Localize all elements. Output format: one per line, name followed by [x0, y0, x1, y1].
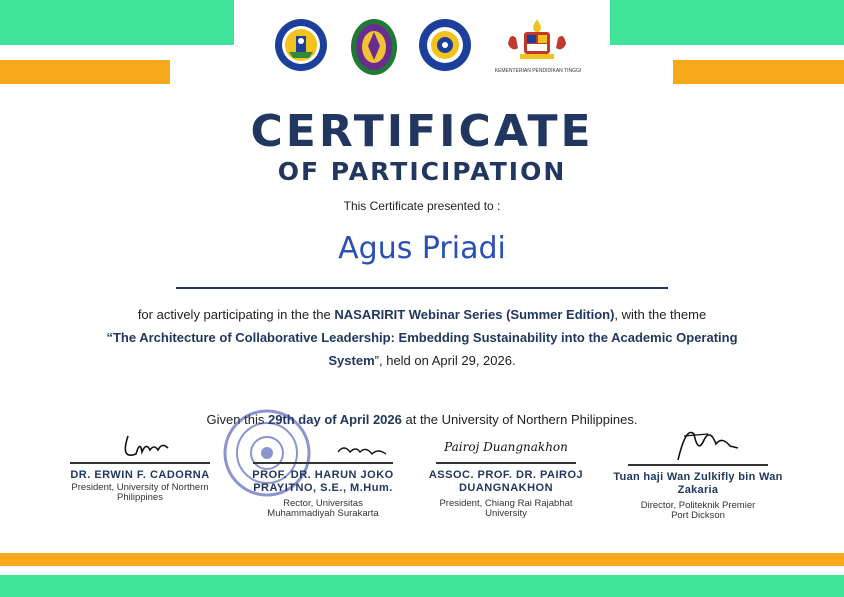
- signature-line-2: [253, 462, 393, 464]
- top-left-orange-bar: [0, 60, 170, 84]
- signature-line-1: [70, 462, 210, 464]
- signatory-4: [610, 420, 786, 521]
- signature-4-icon: [638, 420, 758, 464]
- top-right-orange-bar: [673, 60, 844, 84]
- bottom-orange-bar: [0, 553, 844, 566]
- event-name: NASARIRIT Webinar Series (Summer Edition): [334, 307, 615, 322]
- university-of-northern-philippines-seal-icon: [274, 18, 328, 72]
- certificate-subtitle: OF PARTICIPATION: [277, 157, 567, 186]
- theme-title: The Architecture of Collaborative Leadership: Embedding Sustainability into the Academic Operating System: [112, 330, 738, 368]
- held-on-date: , held on April 29, 2026.: [378, 353, 516, 368]
- signatory-name-4: Tuan haji Wan Zulkifly bin Wan Zakaria: [613, 471, 783, 496]
- open-quote: “: [106, 330, 113, 345]
- signatory-name-3: ASSOC. PROF. DR. PAIROJ DUANGNAKHON: [428, 469, 584, 494]
- signatory-role-1: President, University of Northern Philippines: [71, 482, 209, 503]
- close-quote: ”: [374, 353, 379, 368]
- name-underline: [176, 287, 668, 289]
- signature-2-icon: [248, 432, 398, 462]
- participation-statement: [80, 303, 764, 372]
- presented-to-text: This Certificate presented to :: [343, 199, 501, 213]
- signature-3: Pairoj Duangnakhon: [444, 440, 568, 454]
- certificate-title: CERTIFICATE: [250, 106, 594, 157]
- signature-line-3: [436, 462, 576, 464]
- malaysia-coat-of-arms-icon: [500, 18, 574, 64]
- recipient-name: Agus Priadi: [338, 231, 506, 266]
- top-right-green-bar: [610, 0, 844, 45]
- given-date: 29th day of April 2026: [267, 412, 402, 427]
- statement-intro: for actively participating in the the: [137, 307, 335, 322]
- signatory-role-3: President, Chiang Rai Rajabhat University: [439, 498, 573, 519]
- bottom-green-bar: [0, 575, 844, 597]
- ministry-caption: KEMENTERIAN PENDIDIKAN TINGGI: [494, 68, 582, 74]
- signatory-role-4: Director, Politeknik Premier Port Dickson: [640, 500, 756, 521]
- signatory-role-2: Rector, Universitas Muhammadiyah Surakarta: [267, 498, 379, 519]
- top-left-green-bar: [0, 0, 234, 45]
- signatory-name-1: DR. ERWIN F. CADORNA: [70, 469, 210, 481]
- statement-theme-prefix: , with the theme: [614, 307, 707, 322]
- signatory-1: [55, 432, 225, 503]
- given-prefix: Given this: [206, 412, 268, 427]
- signatory-2: [228, 432, 418, 519]
- signatory-name-2: PROF. DR. HARUN JOKO PRAYITNO, S.E., M.Hum.: [252, 469, 394, 494]
- signature-line-4: [628, 464, 768, 466]
- signature-1-icon: [80, 432, 200, 462]
- chiang-rai-rajabhat-seal-icon: [350, 18, 398, 76]
- signatory-3: [420, 432, 592, 519]
- partner-logos: [270, 18, 580, 84]
- universitas-muhammadiyah-surakarta-seal-icon: [418, 18, 472, 72]
- given-suffix: at the University of Northern Philippines.: [401, 412, 638, 427]
